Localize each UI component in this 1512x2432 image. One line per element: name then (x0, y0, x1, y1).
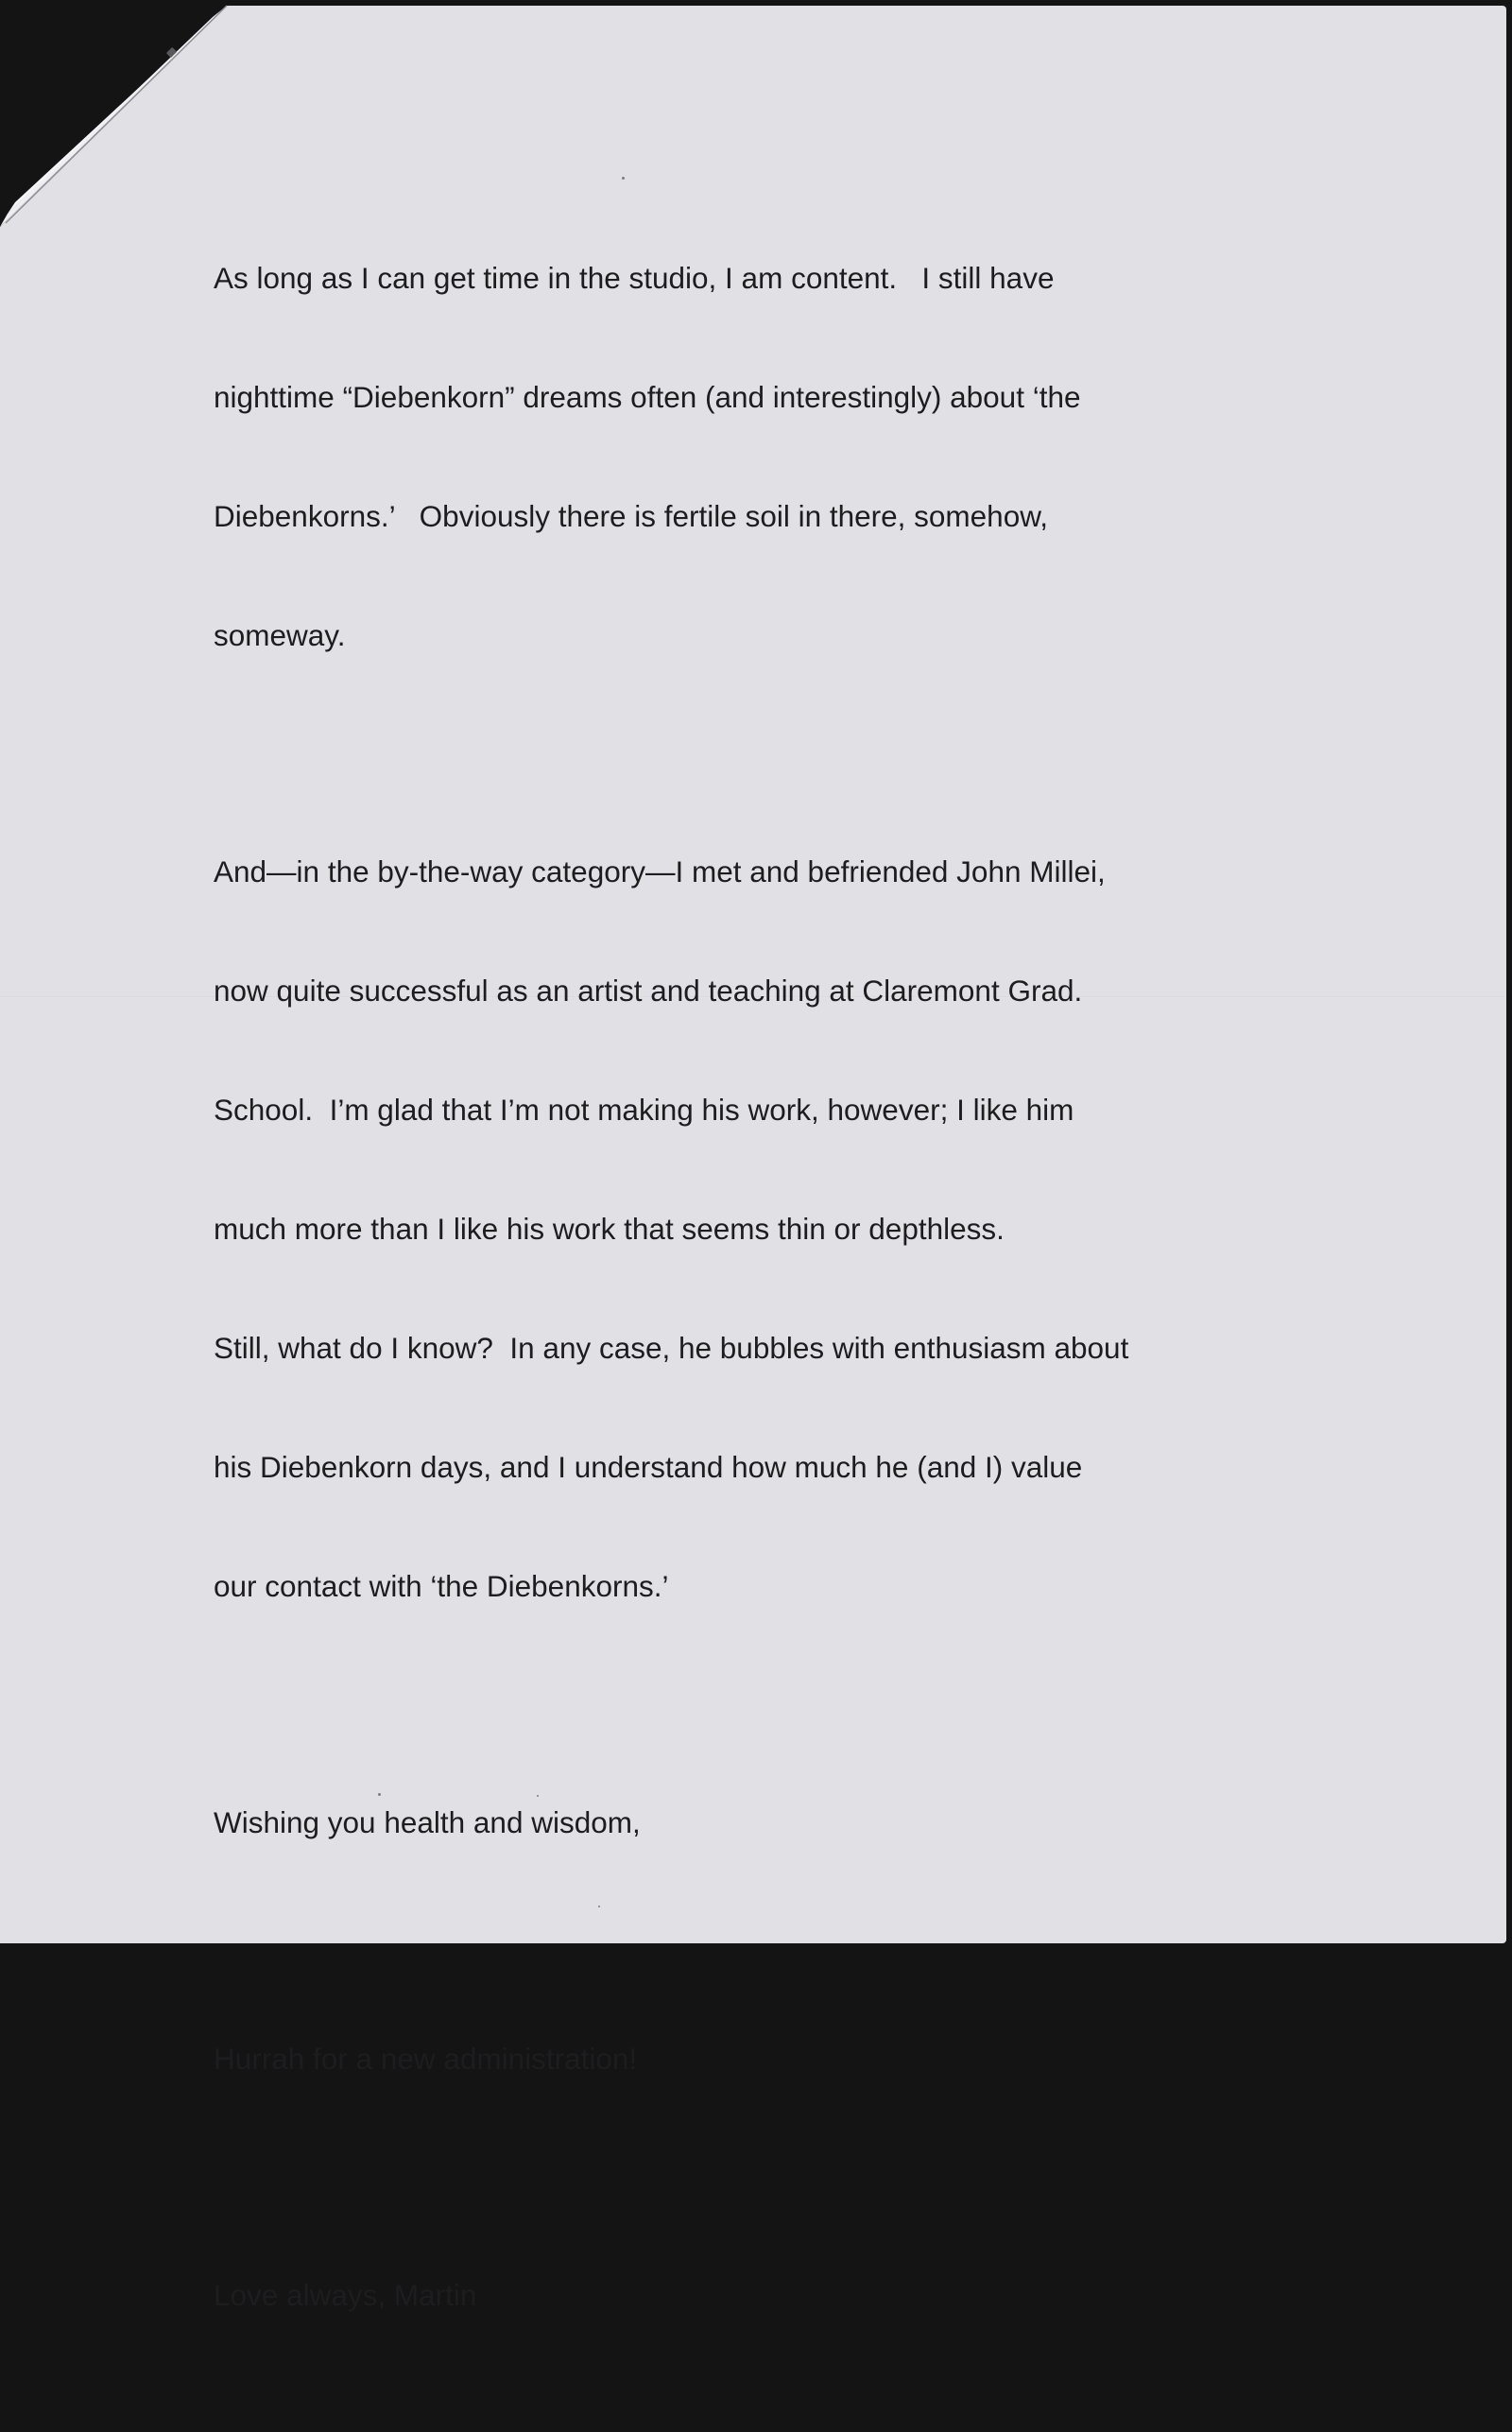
text-line: Still, what do I know? In any case, he bubbles with enthusiasm about (214, 1331, 1129, 1365)
signature-line (214, 2196, 1348, 2394)
letter-body (214, 179, 1348, 2432)
text-line: Hurrah for a new administration! (214, 2042, 638, 2076)
text-line: nighttime “Diebenkorn” dreams often (and interestingly) about ‘the (214, 380, 1081, 414)
text-line: Wishing you health and wisdom, (214, 1805, 641, 1839)
text-line: Love always, Martin (214, 2278, 477, 2312)
text-line: now quite successful as an artist and teaching at Claremont Grad. (214, 974, 1083, 1008)
text-line: School. I’m glad that I’m not making his work, however; I like him (214, 1093, 1074, 1127)
paragraph-wishes (214, 1723, 1348, 1922)
text-line: our contact with ‘the Diebenkorns.’ (214, 1569, 669, 1603)
text-line: Diebenkorns.’ Obviously there is fertile soil in there, somehow, (214, 499, 1048, 533)
text-line: his Diebenkorn days, and I understand how much he (and I) value (214, 1450, 1083, 1484)
paper-speck (378, 1793, 381, 1796)
text-line: And—in the by-the-way category—I met and befriended John Millei, (214, 854, 1106, 888)
paper-speck (537, 1795, 539, 1797)
text-line: much more than I like his work that seems thin or depthless. (214, 1212, 1005, 1246)
paragraph-studio (214, 179, 1348, 734)
text-line: someway. (214, 618, 346, 652)
paragraph-millei (214, 772, 1348, 1685)
paragraph-hurrah (214, 1959, 1348, 2158)
paper-speck (622, 177, 625, 180)
paper-speck (598, 1906, 600, 1907)
text-line: As long as I can get time in the studio, I am content. I still have (214, 261, 1055, 295)
folded-corner (0, 0, 246, 246)
letter-page (0, 6, 1506, 2312)
